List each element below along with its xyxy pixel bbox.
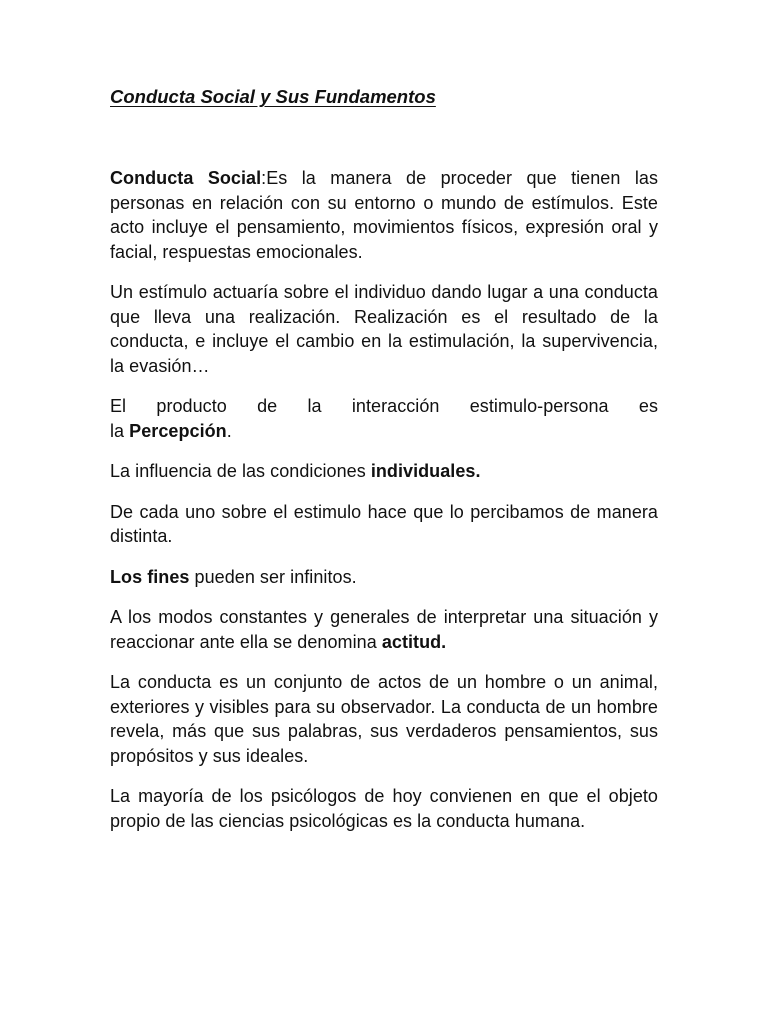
document-title: Conducta Social y Sus Fundamentos bbox=[110, 86, 436, 107]
paragraph-text: El producto de la interacción estimulo-persona es bbox=[110, 396, 658, 416]
term-los-fines: Los fines bbox=[110, 566, 190, 587]
paragraph-estimulo bbox=[110, 280, 658, 378]
document-body bbox=[110, 166, 658, 833]
paragraph-lead: la bbox=[110, 420, 130, 441]
paragraph-tail: . bbox=[226, 420, 232, 441]
paragraph-text: A los modos constantes y generales de interpretar una situación y reaccionar ante ella se denomina bbox=[110, 607, 658, 652]
paragraph-text: La influencia de las condiciones bbox=[110, 461, 371, 481]
paragraph-text: La conducta es un conjunto de actos de un hombre o un animal, exteriores y visibles para su observador. La conducta de un hombre revela, más que sus palabras, sus verdaderos pensamientos, sus propósitos y sus ideales. bbox=[110, 672, 658, 766]
paragraph-actitud bbox=[110, 605, 658, 654]
paragraph-text: La mayoría de los psicólogos de hoy convienen en que el objeto propio de las ciencias psicológicas es la conducta humana. bbox=[110, 786, 658, 831]
paragraph-conjunto-de-actos bbox=[110, 670, 658, 768]
paragraph-text: De cada uno sobre el estimulo hace que lo percibamos de manera distinta. bbox=[110, 501, 658, 546]
paragraph-text: pueden ser infinitos. bbox=[189, 566, 357, 587]
term-conducta-social: Conducta Social bbox=[110, 168, 262, 188]
paragraph-text: Un estímulo actuaría sobre el individuo dando lugar a una conducta que lleva una realización. Realización es el resultado de la conducta, e incluye el cambio en la estimulación, la supervivencia, la evasión… bbox=[110, 282, 658, 376]
term-percepcion: Percepción bbox=[129, 420, 227, 441]
paragraph-los-fines bbox=[110, 565, 658, 590]
paragraph-cada-uno bbox=[110, 500, 658, 549]
term-individuales: individuales. bbox=[370, 461, 481, 481]
paragraph-percepcion bbox=[110, 394, 658, 443]
paragraph-psicologos bbox=[110, 784, 658, 833]
paragraph-conducta-social bbox=[110, 166, 658, 264]
paragraph-text: :Es la manera de proceder que tienen las personas en relación con su entorno o mundo de estímulos. Este acto incluye el pensamiento, movimientos físicos, expresión oral y facial, respuestas emocionales. bbox=[110, 168, 658, 262]
paragraph-influencia bbox=[110, 459, 658, 484]
term-actitud: actitud. bbox=[381, 631, 447, 652]
